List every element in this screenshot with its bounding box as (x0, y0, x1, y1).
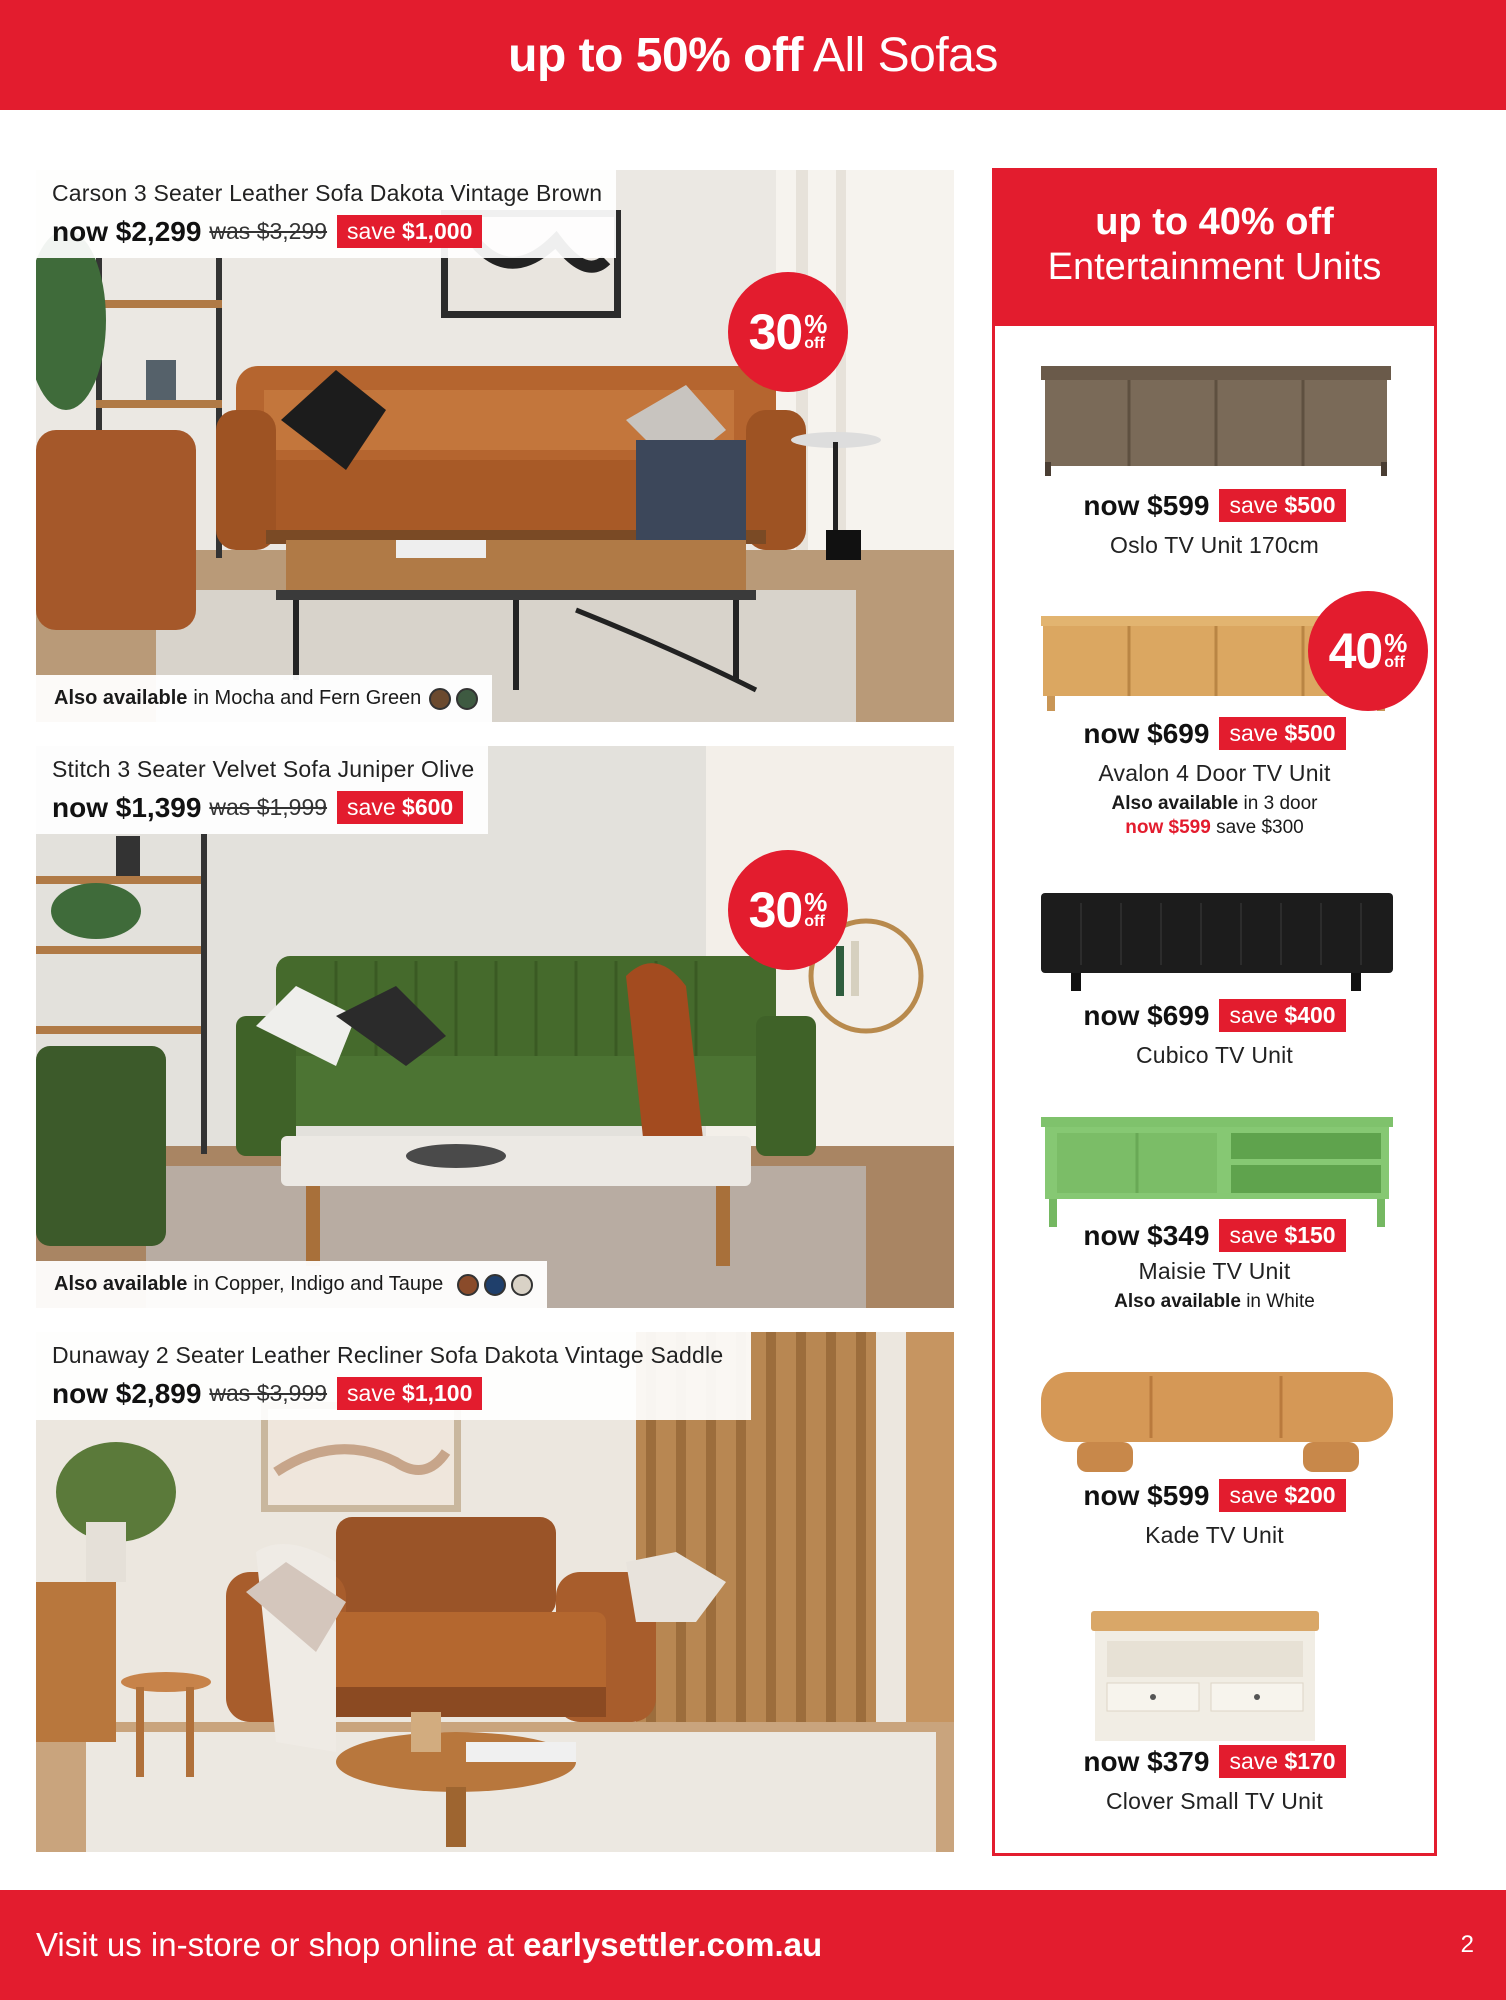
sofa-panel-stitch[interactable] (36, 746, 954, 1308)
oslo-tv-unit-image (1041, 366, 1391, 476)
tv-unit-clover[interactable] (995, 1745, 1434, 1815)
price-row (52, 215, 602, 248)
now-price: now $2,299 (52, 215, 202, 247)
save-tag: save $150 (1219, 1219, 1345, 1252)
product-name: Cubico TV Unit (1135, 1042, 1294, 1068)
cubico-tv-unit-image (1041, 893, 1393, 993)
save-tag: save $500 (1219, 717, 1345, 750)
was-price: was $1,999 (209, 794, 328, 820)
product-name: Stitch 3 Seater Velvet Sofa Juniper Olive (52, 756, 475, 782)
now-price: now $599 (1083, 1479, 1210, 1511)
swatch-fern-green[interactable] (456, 688, 478, 710)
now-price: now $349 (1083, 1219, 1210, 1251)
price-row (52, 791, 474, 824)
tv-unit-cubico[interactable] (995, 999, 1434, 1069)
product-name: Avalon 4 Door TV Unit (1098, 760, 1331, 786)
save-tag: save $200 (1219, 1479, 1345, 1512)
now-price: now $1,399 (52, 791, 202, 823)
entertainment-title: Entertainment Units (1047, 246, 1382, 288)
now-price: now $599 (1083, 489, 1210, 521)
save-tag: save $1,100 (337, 1377, 482, 1410)
sofa-panel-dunaway[interactable] (36, 1332, 954, 1852)
carson-label-card (36, 170, 616, 258)
footer-lead: Visit us in-store or shop online at (36, 1926, 515, 1963)
entertainment-discount-badge: 40 % off (1308, 591, 1428, 711)
product-name: Maisie TV Unit (1138, 1258, 1291, 1284)
product-name: Carson 3 Seater Leather Sofa Dakota Vintage Brown (52, 180, 603, 206)
swatch-indigo[interactable] (484, 1274, 506, 1296)
entertainment-discount: up to 40% off (1095, 201, 1334, 243)
now-price: now $2,899 (52, 1377, 202, 1409)
tv-unit-oslo[interactable] (995, 489, 1434, 559)
product-name: Oslo TV Unit 170cm (1110, 532, 1319, 558)
product-name: Dunaway 2 Seater Leather Recliner Sofa Dakota Vintage Saddle (52, 1342, 724, 1368)
also-available-note: Also available in 3 door (1111, 793, 1318, 814)
product-name: Kade TV Unit (1145, 1522, 1284, 1548)
banner-category: All Sofas (812, 28, 998, 82)
entertainment-units-box (992, 168, 1437, 1856)
tv-unit-maisie[interactable] (995, 1219, 1434, 1313)
also-available-strip: Also available in Mocha and Fern Green (36, 675, 492, 722)
now-price: now $379 (1083, 1745, 1210, 1777)
tv-unit-avalon[interactable] (995, 717, 1434, 839)
now-price: now $699 (1083, 717, 1210, 749)
also-available-strip: Also available in Copper, Indigo and Taupe (36, 1261, 547, 1308)
entertainment-header (995, 171, 1434, 326)
also-available-note: Also available in White (1114, 1291, 1315, 1312)
clover-tv-unit-image (1091, 1611, 1319, 1741)
price-row (52, 1377, 723, 1410)
website-link[interactable]: earlysettler.com.au (523, 1926, 823, 1963)
top-banner (0, 0, 1506, 110)
was-price: was $3,299 (209, 218, 328, 244)
stitch-label-card (36, 746, 488, 834)
was-price: was $3,999 (209, 1380, 328, 1406)
discount-badge: 30 % off (728, 850, 848, 970)
kade-tv-unit-image (1041, 1372, 1393, 1477)
banner-discount: up to 50% off (508, 28, 803, 82)
save-tag: save $600 (337, 791, 463, 824)
swatch-taupe[interactable] (511, 1274, 533, 1296)
alt-price-note: now $599 save $300 (1125, 817, 1304, 838)
page-number: 2 (1460, 1931, 1474, 1958)
now-price: now $699 (1083, 999, 1210, 1031)
swatch-copper[interactable] (457, 1274, 479, 1296)
product-name: Clover Small TV Unit (1105, 1788, 1324, 1814)
footer-banner (0, 1890, 1506, 2000)
swatch-mocha[interactable] (429, 688, 451, 710)
discount-badge: 30 % off (728, 272, 848, 392)
tv-unit-kade[interactable] (995, 1479, 1434, 1549)
save-tag: save $500 (1219, 489, 1345, 522)
maisie-tv-unit-image (1041, 1117, 1393, 1227)
sofa-panel-carson[interactable] (36, 170, 954, 722)
dunaway-label-card (36, 1332, 751, 1420)
save-tag: save $400 (1219, 999, 1345, 1032)
save-tag: save $170 (1219, 1745, 1345, 1778)
save-tag: save $1,000 (337, 215, 482, 248)
